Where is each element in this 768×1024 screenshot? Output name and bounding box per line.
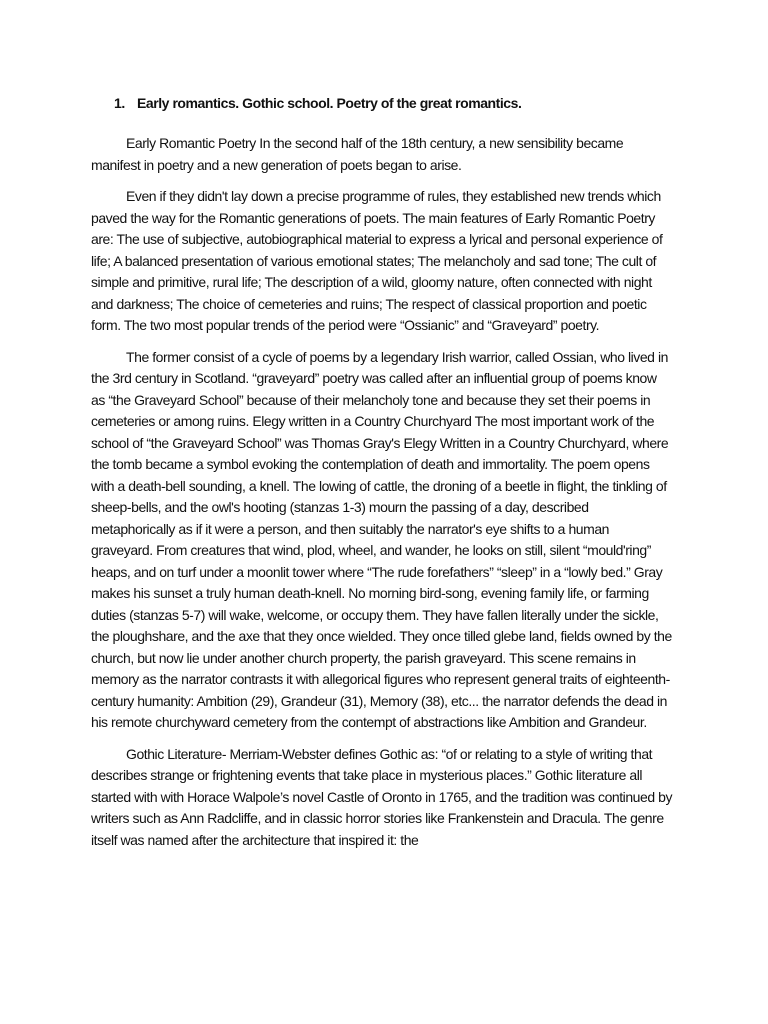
paragraph-features: Even if they didn't lay down a precise programme of rules, they established new trends which paved the way for the Romantic generations of poets. The main features of Early Romantic Poetry are: The use of subjective, autobiographical material to express a lyrical and personal experience of life; A balanced presentation of various emotional states; The melancholy and sad tone; The cult of simple and primitive, rural life; The description of a wild, gloomy nature, often connected with night and darkness; The choice of cemeteries and ruins; The respect of classical proportion and poetic form. The two most popular trends of the period were “Ossianic” and “Graveyard” poetry.	[91, 188, 663, 333]
heading-number: 1.	[114, 95, 125, 111]
section-heading	[91, 93, 672, 114]
paragraph-gothic: Gothic Literature- Merriam-Webster defines Gothic as: “of or relating to a style of writing that describes strange or frightening events that take place in mysterious places.” Gothic literature all started with with Horace Walpole’s novel Castle of Oronto in 1765, and the tradition was continued by writers such as Ann Radcliffe, and in classic horror stories like Frankenstein and Dracula. The genre itself was named after the architecture that inspired it: the	[91, 745, 673, 848]
paragraph-intro: Early Romantic Poetry In the second half of the 18th century, a new sensibility became manifest in poetry and a new generation of poets began to arise.	[91, 135, 624, 173]
heading-text: Early romantics. Gothic school. Poetry of the great romantics.	[137, 95, 522, 111]
paragraph-graveyard: The former consist of a cycle of poems by a legendary Irish warrior, called Ossian, who lived in the 3rd century in Scotland. “graveyard” poetry was called after an influential group of poems know as “the Graveyard School” because of their melancholy tone and because they set their poems in cemeteries or among ruins. Elegy written in a Country Churchyard The most important work of the school of “the Graveyard School” was Thomas Gray's Elegy Written in a Country Churchyard, where the tomb became a symbol evoking the contemplation of death and immortality. The poem opens with a death-bell sounding, a knell. The lowing of cattle, the droning of a beetle in flight, the tinkling of sheep-bells, and the owl's hooting (stanzas 1-3) mourn the passing of a day, described metaphorically as if it were a person, and then suitably the narrator's eye shifts to a human graveyard. From creatures that wind, plod, wheel, and wander, he looks on still, silent “mould'ring” heaps, and on turf under a moonlit tower where “The rude forefathers” “sleep” in a “lowly bed.” Gray makes his sunset a truly human death-knell. No morning bird-song, evening family life, or farming duties (stanzas 5-7) will wake, welcome, or occupy them. They have fallen literally under the sickle, the ploughshare, and the axe that they once wielded. They once tilled glebe land, fields owned by the church, but now lie under another church property, the parish graveyard. This scene remains in memory as the narrator contrasts it with allegorical figures who represent general traits of eighteenth-century humanity: Ambition (29), Grandeur (31), Memory (38), etc... the narrator defends the dead in his remote churchyward cemetery from the contempt of abstractions like Ambition and Grandeur.	[91, 348, 672, 730]
